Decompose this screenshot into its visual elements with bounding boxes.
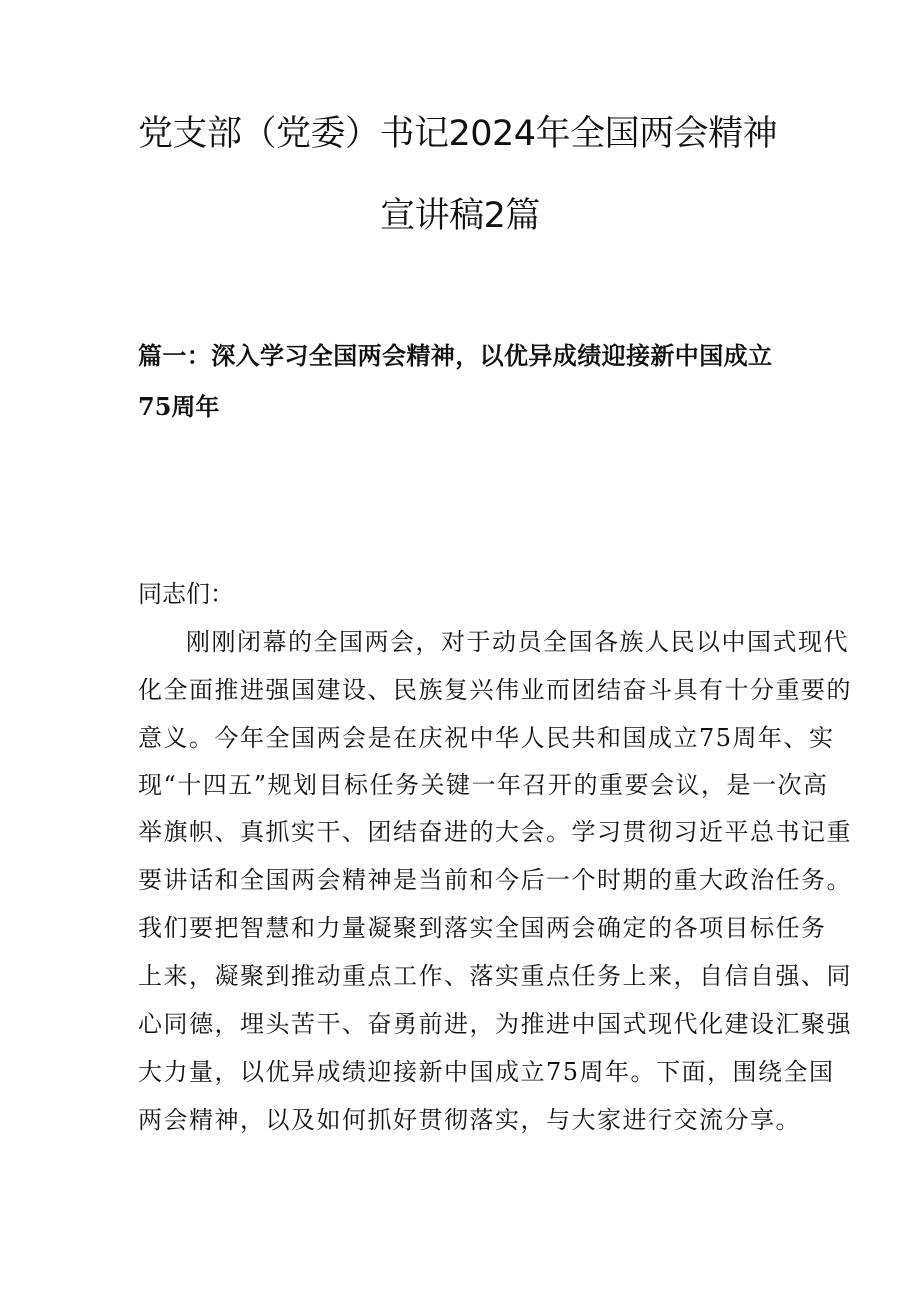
paragraph-line: 现“十四五”规划目标任务关键一年召开的重要会议，是一次高 <box>138 771 829 799</box>
document-title-line-1: 党支部（党委）书记2024年全国两会精神 <box>138 114 778 154</box>
greeting: 同志们： <box>138 580 234 608</box>
paragraph-line: 大力量，以优异成绩迎接新中国成立75周年。下面，围绕全国 <box>138 1058 835 1086</box>
paragraph-line: 上来，凝聚到推动重点工作、落实重点任务上来，自信自强、同 <box>138 962 852 990</box>
paragraph-line: 心同德，埋头苦干、奋勇前进，为推进中国式现代化建设汇聚强 <box>138 1010 852 1038</box>
paragraph-line: 化全面推进强国建设、民族复兴伟业而团结奋斗具有十分重要的 <box>138 676 852 704</box>
paragraph-line: 刚刚闭幕的全国两会，对于动员全国各族人民以中国式现代 <box>186 628 849 656</box>
paragraph-line: 我们要把智慧和力量凝聚到落实全国两会确定的各项目标任务 <box>138 914 827 942</box>
paragraph-line: 举旗帜、真抓实干、团结奋进的大会。学习贯彻习近平总书记重 <box>138 818 852 846</box>
paragraph-line: 意义。今年全国两会是在庆祝中华人民共和国成立75周年、实 <box>138 724 835 752</box>
paragraph-line: 要讲话和全国两会精神是当前和今后一个时期的重大政治任务。 <box>138 866 852 894</box>
section-heading-line-2: 75周年 <box>138 392 220 421</box>
document-title-line-2: 宣讲稿2篇 <box>380 196 540 236</box>
section-heading-line-1: 篇一：深入学习全国两会精神，以优异成绩迎接新中国成立 <box>138 341 773 370</box>
paragraph-line: 两会精神，以及如何抓好贯彻落实，与大家进行交流分享。 <box>138 1106 801 1134</box>
